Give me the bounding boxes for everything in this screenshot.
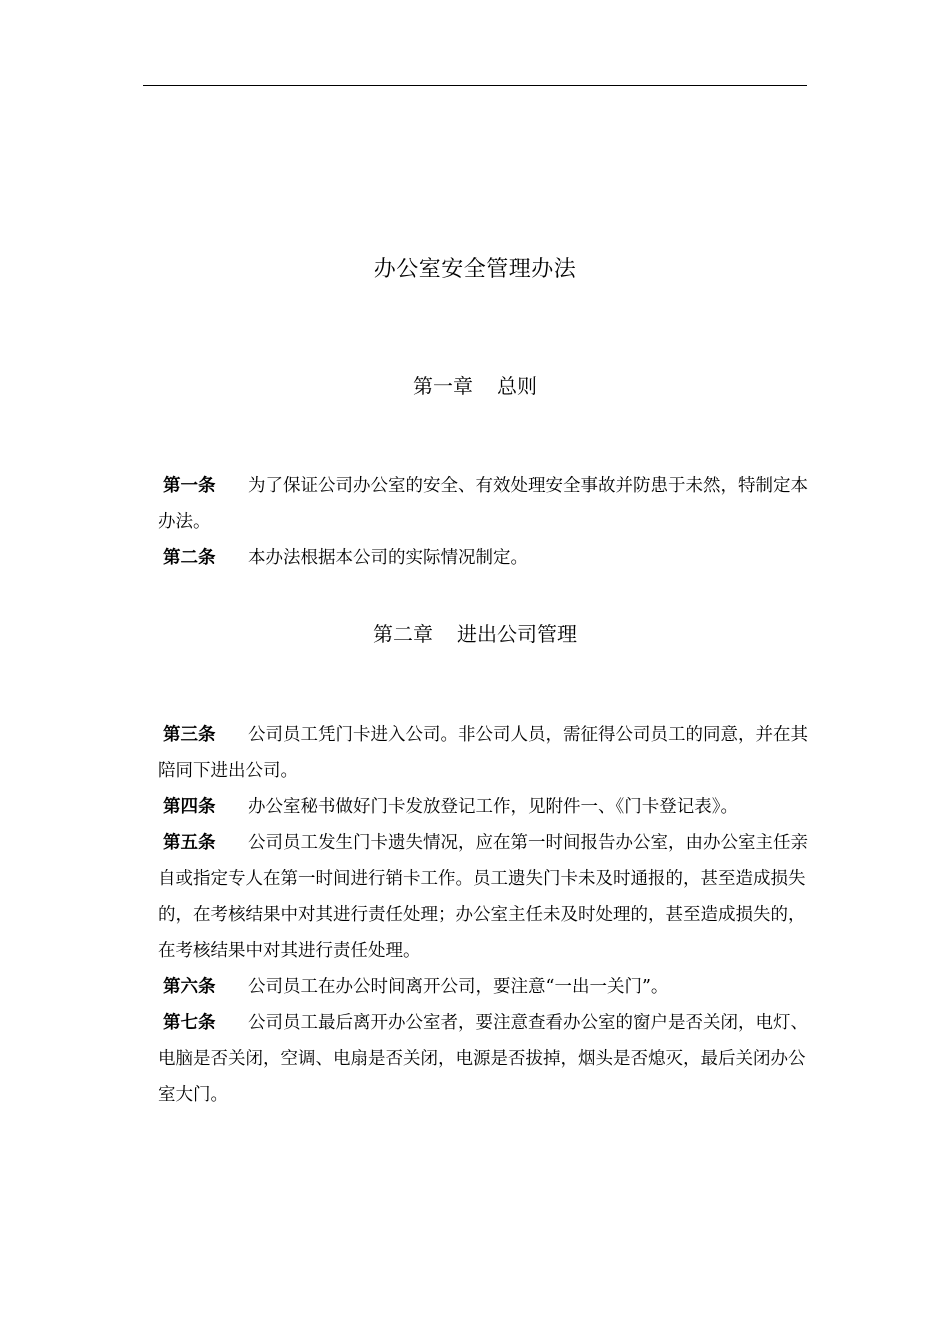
- chapter-1-articles: [158, 468, 818, 576]
- chapter-2-articles: [158, 717, 818, 1113]
- article-6: [158, 969, 818, 1005]
- article-number: 第四条: [163, 797, 216, 817]
- article-2: [158, 540, 818, 576]
- article-number: 第五条: [163, 833, 216, 853]
- chapter-heading-1: [0, 371, 950, 401]
- article-3: [158, 717, 818, 789]
- header-rule: [143, 85, 807, 86]
- article-number: 第六条: [163, 977, 216, 997]
- chapter-heading-2: [0, 619, 950, 649]
- article-text: 公司员工发生门卡遗失情况，应在第一时间报告办公室，由办公室主任亲自或指定专人在第一时间进行销卡工作。员工遗失门卡未及时通报的，甚至造成损失的，在考核结果中对其进行责任处理；办公室主任未及时处理的，甚至造成损失的，在考核结果中对其进行责任处理。: [158, 833, 808, 961]
- article-number: 第二条: [163, 548, 216, 568]
- article-number: 第三条: [163, 725, 216, 745]
- chapter-name: 进出公司管理: [457, 622, 577, 646]
- chapter-number: 第一章: [413, 374, 473, 398]
- article-text: 本办法根据本公司的实际情况制定。: [248, 548, 528, 568]
- article-number: 第一条: [163, 476, 216, 496]
- chapter-number: 第二章: [373, 622, 433, 646]
- article-7: [158, 1005, 818, 1113]
- article-text: 公司员工在办公时间离开公司，要注意“一出一关门”。: [248, 977, 669, 997]
- article-text: 公司员工凭门卡进入公司。非公司人员，需征得公司员工的同意，并在其陪同下进出公司。: [158, 725, 808, 781]
- article-text: 为了保证公司办公室的安全、有效处理安全事故并防患于未然，特制定本办法。: [158, 476, 808, 532]
- article-4: [158, 789, 818, 825]
- article-text: 公司员工最后离开办公室者，要注意查看办公室的窗户是否关闭，电灯、电脑是否关闭，空调、电扇是否关闭，电源是否拔掉，烟头是否熄灭，最后关闭办公室大门。: [158, 1013, 808, 1105]
- article-5: [158, 825, 818, 969]
- article-text: 办公室秘书做好门卡发放登记工作，见附件一、《门卡登记表》。: [248, 797, 738, 817]
- chapter-name: 总则: [497, 374, 537, 398]
- article-number: 第七条: [163, 1013, 216, 1033]
- document-title: 办公室安全管理办法: [373, 257, 577, 282]
- article-1: [158, 468, 818, 540]
